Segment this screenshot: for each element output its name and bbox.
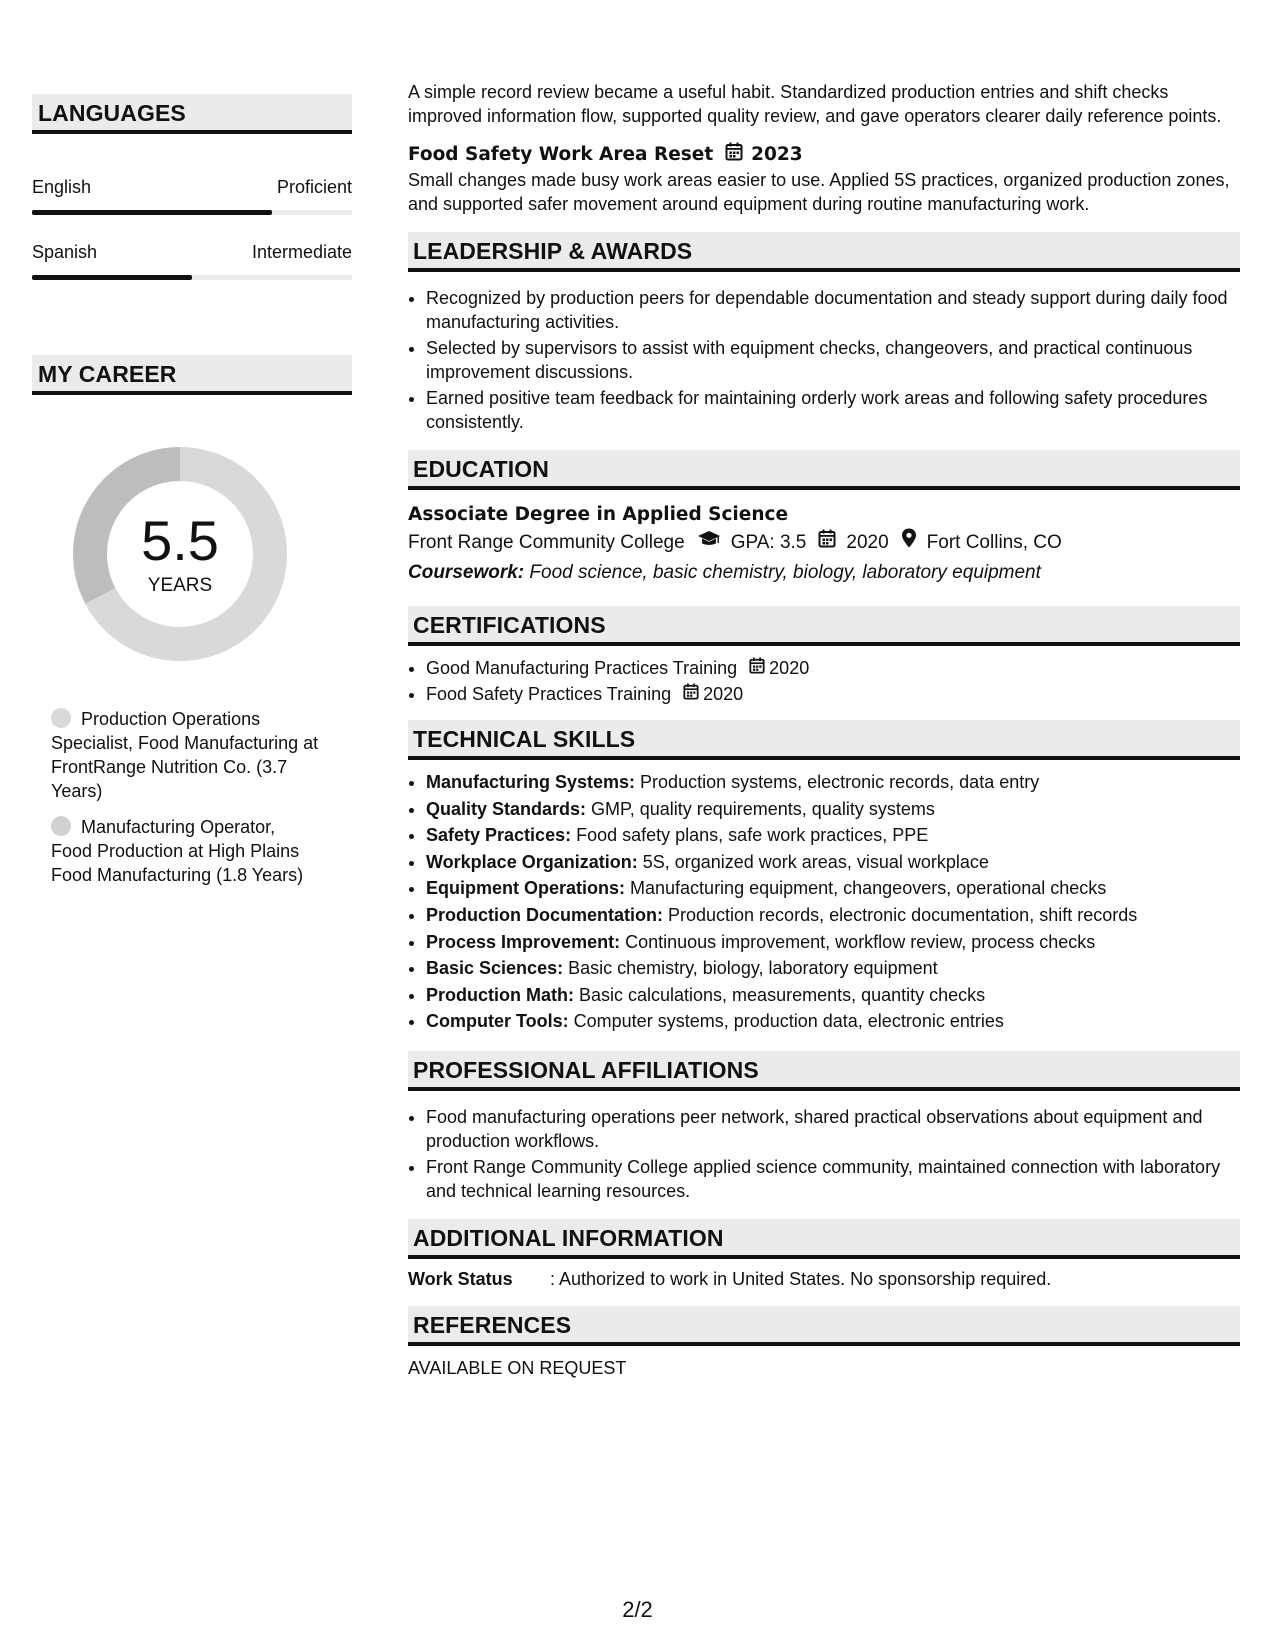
list-item [426, 1009, 1240, 1035]
graduation-cap-icon [697, 528, 721, 558]
career-total-years: 5.5 [141, 509, 219, 572]
skill-value: Continuous improvement, workflow review, process checks [620, 931, 1096, 952]
certifications-heading: CERTIFICATIONS [408, 606, 1240, 646]
education-heading: EDUCATION [408, 450, 1240, 490]
skill-value: Food safety plans, safe work practices, PPE [571, 825, 929, 846]
career-role-text: Manufacturing Operator, Food Production at High Plains Food Manufacturing (1.8 Years) [51, 817, 304, 885]
skill-value: Production systems, electronic records, data entry [635, 772, 1040, 792]
career-section [32, 355, 352, 887]
skill-value: Production records, electronic documentation, shift records [663, 904, 1138, 925]
list-item: • Recognized by production peers for dependable documentation and steady support during daily food manufacturing activities. [426, 286, 1240, 334]
project-intro-text: A simple record review became a useful habit. Standardized production entries and shift checks improved information flow, supported quality review, and gave operators clearer daily reference points. [408, 82, 1222, 126]
affiliations-list [408, 1105, 1240, 1203]
languages-heading: LANGUAGES [32, 94, 352, 134]
skill-value: Basic calculations, measurements, quantity checks [573, 984, 986, 1005]
language-bar [32, 275, 352, 280]
calendar-icon [683, 682, 699, 706]
language-bar-fill [32, 210, 272, 215]
career-total-unit: YEARS [147, 575, 213, 596]
language-bar-fill [32, 275, 192, 280]
legend-dot-icon [51, 708, 71, 728]
language-level: Intermediate [251, 242, 352, 262]
work-status-key: Work Status [408, 1268, 513, 1289]
skill-label: Quality Standards: [426, 798, 587, 819]
skill-value: Computer systems, production data, electronic entries [568, 1011, 1004, 1032]
list-item [426, 850, 1240, 876]
page-number: 2/2 [622, 1597, 653, 1622]
education-school: Front Range Community College [408, 532, 685, 553]
education-details [408, 528, 1240, 558]
skill-value: Basic chemistry, biology, laboratory equipment [563, 958, 938, 979]
list-item [426, 956, 1240, 982]
skills-heading: TECHNICAL SKILLS [408, 720, 1240, 760]
career-legend-item [51, 707, 321, 803]
skill-value: Manufacturing equipment, changeovers, operational checks [625, 878, 1107, 899]
list-item: • Food manufacturing operations peer network, shared practical observations about equipment and production workflows. [426, 1105, 1240, 1153]
certification-year: 2020 [703, 684, 744, 704]
skill-label: Computer Tools: [426, 1011, 569, 1032]
career-role-text: Production Operations Specialist, Food Manufacturing at FrontRange Nutrition Co. (3.7 Years) [51, 709, 319, 801]
career-legend [51, 707, 321, 887]
skill-label: Equipment Operations: [426, 878, 626, 899]
skill-label: Production Math: [426, 984, 574, 1005]
affiliations-heading: PROFESSIONAL AFFILIATIONS [408, 1051, 1240, 1091]
references-text: AVAILABLE ON REQUEST [408, 1357, 627, 1378]
skill-label: Process Improvement: [426, 931, 621, 952]
certification-name: • Good Manufacturing Practices Training [426, 658, 738, 678]
languages-section [32, 94, 352, 280]
leadership-list [408, 286, 1240, 434]
list-item [426, 983, 1240, 1009]
project-year: 2023 [751, 144, 803, 165]
education-year: 2020 [846, 532, 889, 553]
career-donut-chart [65, 439, 295, 669]
list-item [426, 682, 1240, 706]
list-item [426, 823, 1240, 849]
language-item [32, 241, 352, 280]
work-status-value: : Authorized to work in United States. No sponsorship required. [550, 1268, 1052, 1289]
project-title-row [408, 142, 1240, 168]
list-item [426, 656, 1240, 680]
language-bar [32, 210, 352, 215]
coursework-text: Food science, basic chemistry, biology, laboratory equipment [524, 562, 1041, 583]
certification-year: 2020 [769, 658, 810, 678]
certification-name: • Food Safety Practices Training [426, 684, 672, 704]
project-description: Small changes made busy work areas easier to use. Applied 5S practices, organized production zones, and supported safer movement around equipment during routine manufacturing work. [408, 170, 1230, 214]
skill-label: Manufacturing Systems: [426, 772, 636, 792]
language-name: Spanish [32, 242, 98, 262]
education-degree: Associate Degree in Applied Science [408, 504, 789, 525]
skill-label: Workplace Organization: [426, 851, 638, 872]
language-name: English [32, 177, 92, 197]
skill-value: GMP, quality requirements, quality systems [586, 798, 935, 819]
education-location: Fort Collins, CO [926, 532, 1062, 553]
career-legend-item [51, 815, 321, 887]
career-heading: MY CAREER [32, 355, 352, 395]
skill-label: Safety Practices: [426, 825, 572, 846]
list-item: • Selected by supervisors to assist with equipment checks, changeovers, and practical continuous improvement discussions. [426, 336, 1240, 384]
right-column [408, 80, 1240, 1379]
list-item [426, 770, 1240, 796]
list-item: • Front Range Community College applied science community, maintained connection with laboratory and technical learning resources. [426, 1155, 1240, 1203]
calendar-icon [749, 656, 765, 680]
calendar-icon [725, 142, 743, 169]
list-item [426, 797, 1240, 823]
skill-label: Basic Sciences: [426, 958, 564, 979]
list-item [426, 903, 1240, 929]
language-level: Proficient [276, 177, 352, 197]
left-column [32, 94, 352, 899]
list-item [426, 876, 1240, 902]
certifications-list [408, 656, 1240, 706]
calendar-icon [818, 528, 836, 558]
legend-dot-icon [51, 816, 71, 836]
additional-info-heading: ADDITIONAL INFORMATION [408, 1219, 1240, 1259]
skills-list [408, 770, 1240, 1035]
work-status-row [408, 1269, 1240, 1290]
references-heading: REFERENCES [408, 1306, 1240, 1346]
skill-value: 5S, organized work areas, visual workplace [637, 851, 989, 872]
project-title: Food Safety Work Area Reset [408, 144, 714, 165]
education-coursework [408, 558, 1240, 588]
education-gpa: GPA: 3.5 [730, 532, 807, 553]
skill-label: Production Documentation: [426, 904, 663, 925]
language-item [32, 176, 352, 215]
list-item: • Earned positive team feedback for maintaining orderly work areas and following safety procedures consistently. [426, 386, 1240, 434]
leadership-heading: LEADERSHIP & AWARDS [408, 232, 1240, 272]
location-pin-icon [901, 528, 917, 558]
coursework-label: Coursework: [408, 562, 525, 583]
list-item [426, 930, 1240, 956]
